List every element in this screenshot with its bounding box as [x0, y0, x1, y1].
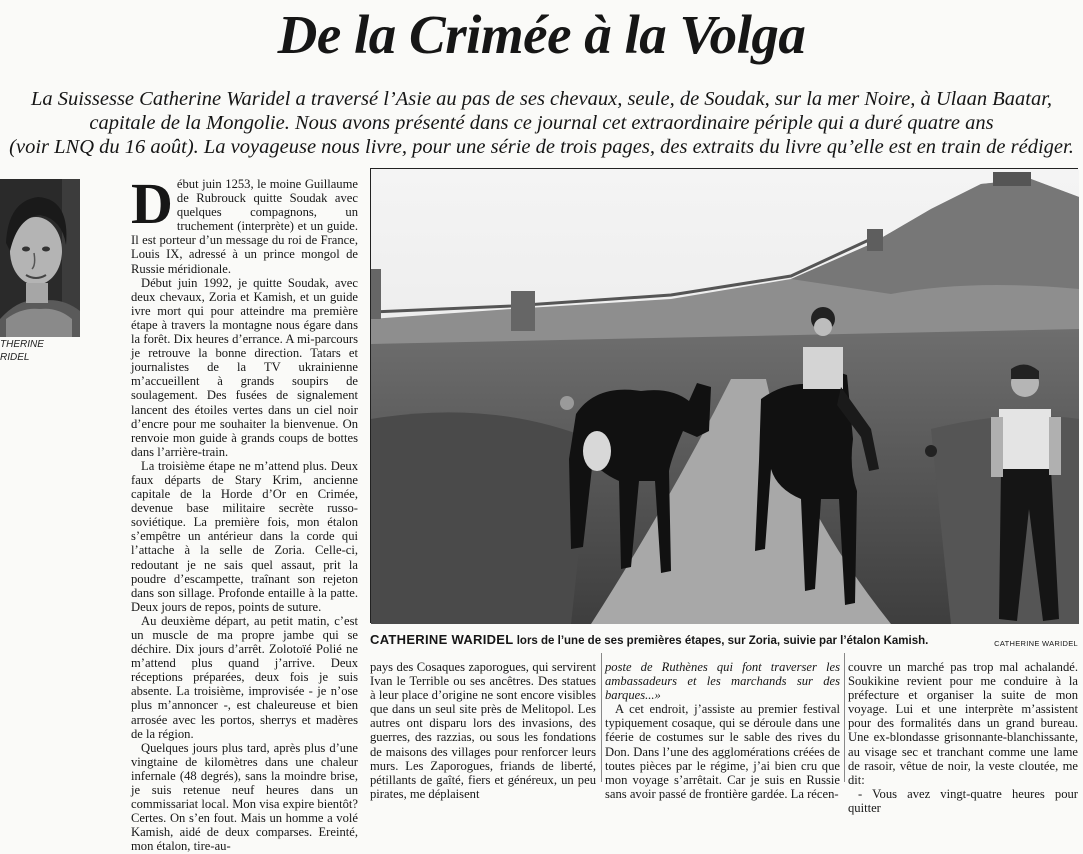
- photo-caption-name: CATHERINE WARIDEL: [370, 632, 514, 647]
- lead-line: capitale de la Mongolie. Nous avons présenté dans ce journal cet extraordinaire périple qui a duré quatre ans: [89, 112, 994, 134]
- column-divider: [601, 653, 602, 782]
- headline: De la Crimée à la Volga: [277, 4, 806, 65]
- photo-illustration: [371, 169, 1079, 624]
- article-column-4: [848, 660, 1078, 815]
- column-divider: [844, 653, 845, 782]
- article-paragraph: Au deuxième départ, au petit matin, c’est un muscle de ma propre jambe qui se déchire. Dix jours d’arrêt. Zolotoïé Polié ne m’attend plus quand j’arrive. Deux réceptions préparées, deux fois je suis absente. La troisième, improvisée - je n’ose plus m’annoncer -, est chaleureuse et bien arrosée avec les portos, sherrys et madères de la région.: [131, 613, 358, 741]
- article-paragraph: - Vous avez vingt-quatre heures pour quitter: [848, 786, 1078, 815]
- main-photo: [370, 168, 1078, 623]
- drop-cap: D: [131, 171, 173, 236]
- paragraph-text: ébut juin 1253, le moine Guillaume de Rubrouck quitte Soudak avec quelques compagnons, un truchement (interprète) et un guide. Il est porteur d’un message du roi de France, Louis IX, adressé à un prince mongol de Russie méridionale.: [131, 177, 358, 276]
- portrait-caption-line: RIDEL: [0, 352, 30, 363]
- portrait-caption-line: THERINE: [0, 339, 44, 350]
- article-paragraph: Début juin 1992, je quitte Soudak, avec deux chevaux, Zoria et Kamish, et un guide ivre mort qui pour atteindre ma première étape à travers la montagne nous égare dans la forêt. Dix heures d’errance. A mi-parcours je retrouve la bonne direction. Tatars et journalistes de la TV ukrainienne m’accueillent à grands soupirs de soulagement. Des fusées de signalement lancent des étoiles vertes dans un ciel noir d’encre pour me souhaiter la bienvenue. On renvoie mon guide à grands coups de bottes dans l’arrière-train.: [131, 275, 358, 459]
- portrait-caption: [0, 338, 80, 364]
- lead-paragraph: [0, 87, 1083, 159]
- article-column-1: [131, 171, 358, 854]
- photo-caption: [370, 630, 1078, 650]
- portrait-illustration: [0, 179, 80, 337]
- article-paragraph: [131, 171, 358, 276]
- article-paragraph: pays des Cosaques zaporogues, qui servirent Ivan le Terrible ou ses ancêtres. Des statues à leur place d’origine ne sont encore visibles que dans un seul site près de Melitopol. Les autres ont disparu lors des invasions, des guerres, des razzias, ou sous les fondations de maisons des villages pour renforcer leurs murs. Les Zaporogues, friands de liberté, pétillants de gaîté, fiers et généreux, un peu pirates, me déplaisent: [370, 660, 596, 801]
- lead-line: (voir LNQ du 16 août). La voyageuse nous livre, pour une série de trois pages, des extraits du livre qu’elle est en train de rédiger.: [9, 136, 1074, 158]
- photo-caption-text: lors de l’une de ses premières étapes, sur Zoria, suivie par l’étalon Kamish.: [516, 635, 929, 647]
- article-paragraph: couvre un marché pas trop mal achalandé. Soukikine revient pour me conduire à la préfecture et organiser la suite de mon voyage. Lui et une interprète m’assistent pour des formalités dans un grand bureau. Une ex-blondasse grisonnante-blanchissante, au visage sec et tranchant comme une lame de rasoir, vêtue de noir, la veste cloutée, me dit:: [848, 660, 1078, 787]
- article-paragraph: poste de Ruthènes qui font traverser les ambassadeurs et les marchands sur des barques...»: [605, 660, 840, 703]
- author-portrait: [0, 179, 80, 337]
- lead-line: La Suissesse Catherine Waridel a traversé l’Asie au pas de ses chevaux, seule, de Soudak, sur la mer Noire, à Ulaan Baatar,: [30, 88, 1053, 110]
- article-paragraph: La troisième étape ne m’attend plus. Deux faux départs de Stary Krim, ancienne capitale de la Horde d’Or en Crimée, devenue base militaire secrète russo-soviétique. La première fois, mon étalon s’empêtre un antérieur dans la corde qui l’attache à la selle de Zoria. Celle-ci, redoutant je ne sais quel assaut, prit la poudre d’escampette, traînant son rejeton dans son sillage. Profonde entaille à la patte. Deux jours de repos, points de suture.: [131, 458, 358, 614]
- article-paragraph: Quelques jours plus tard, après plus d’une vingtaine de kilomètres dans une chaleur infernale (48 degrés), sans la moindre brise, je suis retenue neuf heures dans un commissariat local. Mon visa expire bientôt? Certes. On s’en fout. Mais un homme a volé Kamish, aidé de deux comparses. Ereinté, mon étalon, tire-au-: [131, 740, 358, 854]
- article-paragraph: A cet endroit, j’assiste au premier festival typiquement cosaque, qui se déroule dans une féerie de costumes sur le sable des rives du Don. Dans l’une des agglomérations créées de toutes pièces par le régime, j’ai bien cru que mon voyage s’arrêtait. Car je suis en Russie sans avoir passé de frontière gardée. La récen-: [605, 702, 840, 801]
- article-column-3: [605, 660, 840, 801]
- article-column-2: [370, 660, 596, 801]
- photo-credit: CATHERINE WARIDEL: [994, 639, 1078, 648]
